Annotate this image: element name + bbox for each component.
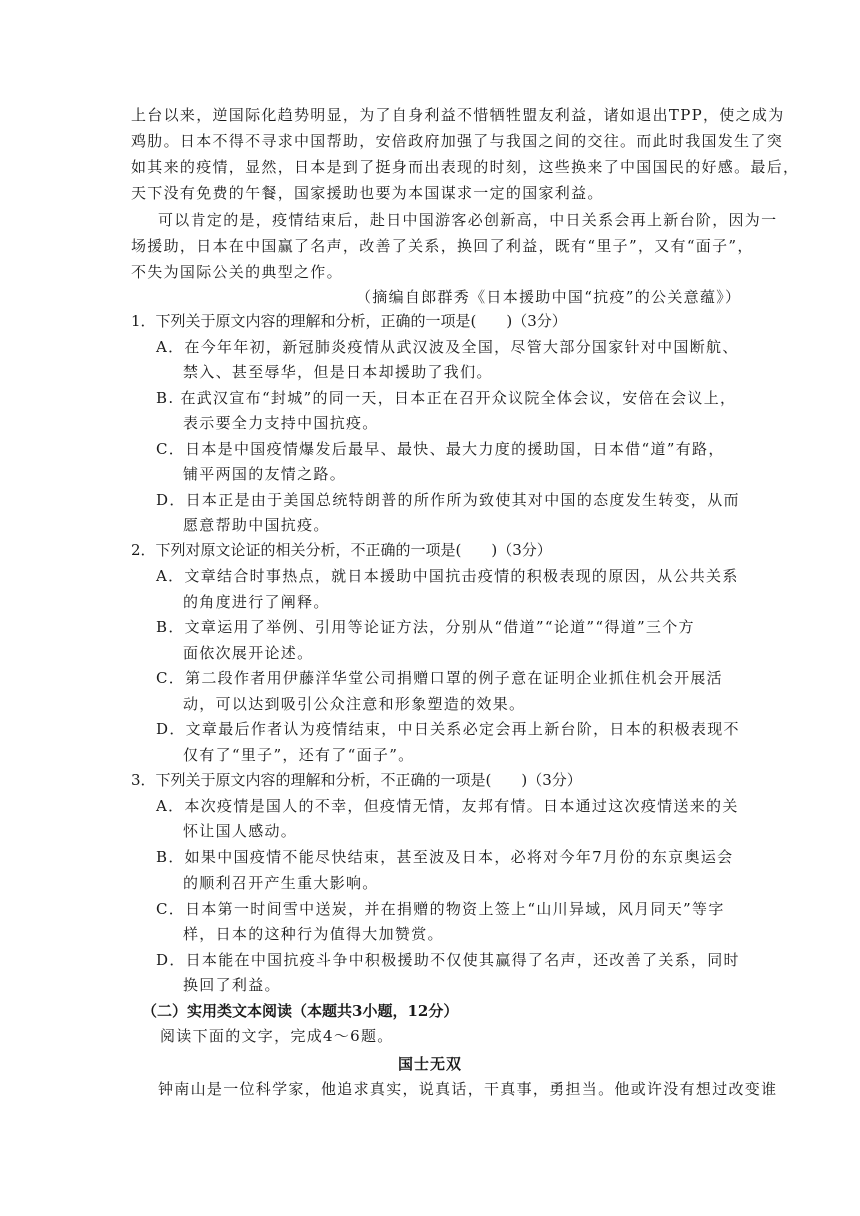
passage-line: 天下没有免费的午餐，国家援助也要为本国谋求一定的国家利益。	[131, 184, 604, 202]
option-text: A．在今年年初，新冠肺炎疫情从武汉波及全国，尽管大部分国家针对中国断航、	[156, 338, 739, 356]
conclusion-line: 场援助，日本在中国赢了名声，改善了关系，换回了利益，既有“里子”，又有“面子”，	[131, 237, 754, 255]
passage-line: 上台以来，逆国际化趋势明显，为了自身利益不惜牺牲盟友利益，诸如退出TPP，使之成为	[131, 106, 785, 124]
source-citation: （摘编自郎群秀《日本援助中国“抗疫”的公关意蕴》）	[356, 288, 742, 306]
section-heading: （二）实用类文本阅读（本题共3小题，12分）	[142, 1002, 459, 1020]
option-text: 愿意帮助中国抗疫。	[183, 516, 330, 534]
option-text: 面依次展开论述。	[183, 644, 314, 662]
option-text: 禁入、甚至辱华，但是日本却援助了我们。	[183, 363, 493, 381]
article-line: 钟南山是一位科学家，他追求真实，说真话，干真事，勇担当。他或许没有想过改变谁	[158, 1080, 778, 1098]
option-text: D．日本正是由于美国总统特朗普的所作所为致使其对中国的态度发生转变，从而	[156, 491, 740, 509]
option-text: 仅有了“里子”，还有了“面子”。	[183, 746, 415, 764]
passage-line: 如其来的疫情，显然，日本是到了挺身而出表现的时刻，这些换来了中国国民的好感。最后，	[131, 158, 800, 176]
section-instruction: 阅读下面的文字，完成4～6题。	[160, 1027, 394, 1045]
option-text: B．如果中国疫情不能尽快结束，甚至波及日本，必将对今年7月份的东京奥运会	[156, 848, 734, 866]
article-title: 国士无双	[397, 1055, 462, 1073]
option-text: 的角度进行了阐释。	[183, 593, 330, 611]
option-text: 动，可以达到吸引公众注意和形象塑造的效果。	[183, 695, 526, 713]
option-text: 铺平两国的友情之路。	[183, 465, 347, 483]
question-stem: 1．下列关于原文内容的理解和分析，正确的一项是( )（3分）	[131, 312, 567, 330]
passage-line: 鸡肋。日本不得不寻求中国帮助，安倍政府加强了与我国之间的交往。而此时我国发生了突	[131, 132, 784, 150]
option-text: D．文章最后作者认为疫情结束，中日关系必定会再上新台阶，日本的积极表现不	[156, 720, 740, 738]
option-text: B．文章运用了举例、引用等论证方法，分别从“借道”“论道”“得道”三个方	[156, 618, 695, 636]
option-text: A．本次疫情是国人的不幸，但疫情无情，友邦有情。日本通过这次疫情送来的关	[156, 797, 739, 815]
option-text: 样，日本的这种行为值得大加赞赏。	[183, 925, 444, 943]
question-stem: 2．下列对原文论证的相关分析，不正确的一项是( )（3分）	[131, 541, 552, 559]
option-text: 表示要全力支持中国抗疫。	[183, 414, 379, 432]
option-text: C．日本第一时间雪中送炭，并在捐赠的物资上签上“山川异域，风月同天”等字	[156, 900, 725, 918]
conclusion-line: 可以肯定的是，疫情结束后，赴日中国游客必创新高，中日关系会再上新台阶，因为一	[158, 211, 778, 229]
option-text: 怀让国人感动。	[183, 822, 298, 840]
option-text: 换回了利益。	[183, 976, 281, 994]
question-stem: 3．下列关于原文内容的理解和分析，不正确的一项是( )（3分）	[131, 771, 582, 789]
option-text: 的顺利召开产生重大影响。	[183, 874, 379, 892]
option-text: B. 在武汉宣布“封城”的同一天，日本正在召开众议院全体会议，安倍在会议上，	[156, 389, 737, 407]
conclusion-line: 不失为国际公关的典型之作。	[131, 263, 343, 281]
option-text: A．文章结合时事热点，就日本援助中国抗击疫情的积极表现的原因，从公共关系	[156, 567, 739, 585]
option-text: C．第二段作者用伊藤洋华堂公司捐赠口罩的例子意在证明企业抓住机会开展活	[156, 669, 723, 687]
option-text: C．日本是中国疫情爆发后最早、最快、最大力度的援助国，日本借“道”有路，	[156, 440, 725, 458]
option-text: D．日本能在中国抗疫斗争中积极援助不仅使其赢得了名声，还改善了关系，同时	[156, 951, 740, 969]
